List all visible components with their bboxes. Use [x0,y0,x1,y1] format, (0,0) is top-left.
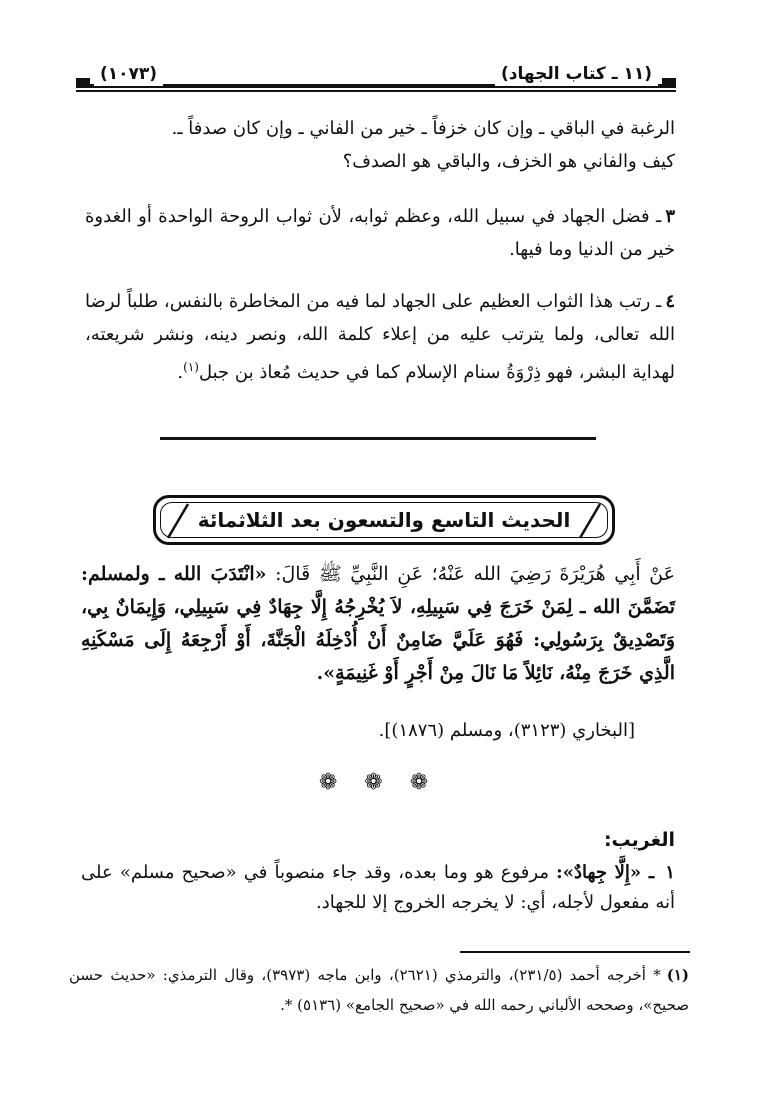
header-rule-thin [76,90,676,92]
footnote [69,960,689,1020]
banner-ornament-right-icon [576,500,604,540]
hadith-matn: «انْتَدَبَ الله ـ ولمسلم: تَضَمَّنَ الله ـ لِمَنْ خَرَجَ فِي سَبِيلِهِ، لاَ يُخْرِجُهُ إِلَّا جِهَادٌ فِي سَبِيلِي، وَإِيمَانٌ بِي، وَتَصْدِيقٌ بِرَسُولِي: فَهُوَ عَلَيَّ ضَامِنٌ أَنْ أُدْخِلَهُ الْجَنَّةَ، أَوْ أَرْجِعَهُ إِلَى مَسْكَنِهِ الَّذِي خَرَجَ مِنْهُ، نَائِلاً مَا نَالَ مِنْ أَجْرٍ أَوْ غَنِيمَةٍ». [81,563,675,684]
footnote-text: * أخرجه أحمد (٢٣١/٥)، والترمذي (٢٦٢١)، وابن ماجه (٣٩٧٣)، وقال الترمذي: «حديث حسن صحيح»، وصححه الألباني رحمه الله في «صحيح الجامع» (٥١٣٦) *. [69,966,689,1014]
page-number: (١٠٧٣) [94,62,163,86]
item-end: . [177,362,184,383]
footnote-ref[interactable]: (١) [183,360,199,374]
footnote-mark: (١) [666,966,689,984]
hadith-title: الحديث التاسع والتسعون بعد الثلاثمائة [197,508,571,532]
hadith-title-banner [153,495,615,545]
running-header [76,62,676,92]
list-item-3 [85,200,675,266]
ornament-divider: ❁ ❁ ❁ [318,770,439,795]
header-cap-left [76,78,90,87]
chapter-title: (١١ ـ كتاب الجهاد) [495,62,658,86]
item-number: ١ [665,862,675,883]
continued-paragraph [85,112,675,178]
footnote-rule [460,951,690,953]
hadith-isnad: عَنْ أَبِي هُرَيْرَةَ رَضِيَ الله عَنْهُ؛ عَنِ النَّبِيِّ ﷺ قَالَ: [275,563,675,585]
item-text: ـ رتب هذا الثواب العظيم على الجهاد لما فيه من المخاطرة بالنفس، طلباً لرضا الله تعالى، ولما يترتب عليه من إعلاء كلمة الله، ونصر دينه، ونشر شريعته، لهداية البشر، فهو ذِرْوَةُ سنام الإسلام كما في حديث مُعاذ بن جبل [85,291,675,383]
hadith-source: [البخاري (٣١٢٣)، ومسلم (١٨٧٦)]. [378,720,635,741]
gharib-item-1 [81,858,675,918]
item-number: ٤ [665,291,675,312]
banner-ornament-left-icon [164,500,192,540]
gharib-term: ـ «إِلَّا جِهادٌ»: [556,862,655,883]
section-separator [160,437,596,440]
header-cap-right [662,78,676,87]
item-number: ٣ [665,206,675,227]
hadith-text [81,558,675,690]
continued-line-2: كيف والفاني هو الخزف، والباقي هو الصدف؟ [342,151,675,172]
gharib-heading: الغريب: [603,829,675,851]
continued-line-1: الرغبة في الباقي ـ وإن كان خزفاً ـ خير من الفاني ـ وإن كان صدفاً ـ. [171,118,675,139]
list-item-4 [85,285,675,389]
gharib-explanation: مرفوع هو وما بعده، وقد جاء منصوباً في «صحيح مسلم» على أنه مفعول لأجله، أي: لا يخرجه الخروج إلا للجهاد. [81,862,675,913]
item-text: ـ فضل الجهاد في سبيل الله، وعظم ثوابه، لأن ثواب الروحة الواحدة أو الغدوة خير من الدنيا وما فيها. [85,206,675,260]
